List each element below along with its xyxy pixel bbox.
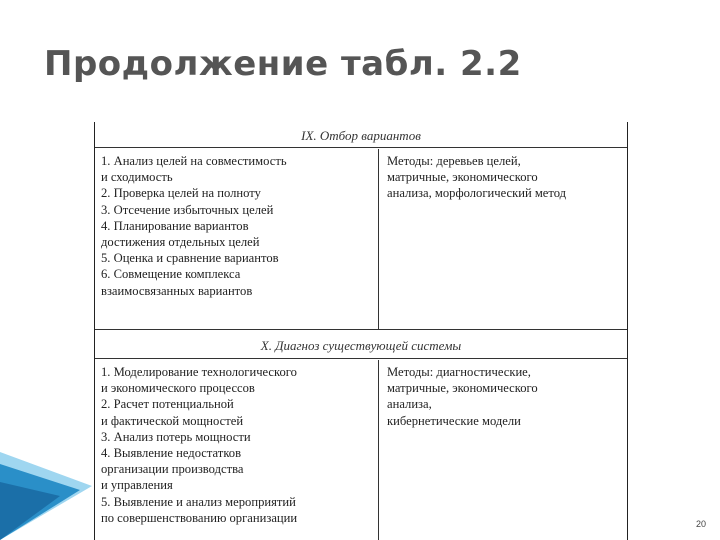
task-line: взаимосвязанных вариантов	[101, 283, 253, 298]
corner-decoration	[0, 452, 100, 540]
method-line: анализа,	[387, 397, 432, 412]
section-ix-tasks	[101, 153, 371, 299]
task-line: по совершенствованию организации	[101, 510, 298, 525]
section-header-ix: IX. Отбор вариантов	[301, 128, 421, 143]
task-line: 4. Выявление недостатков	[101, 446, 242, 461]
section-header-x: X. Диагноз существующей системы	[260, 338, 462, 353]
task-line: 5. Оценка и сравнение вариантов	[101, 251, 279, 266]
task-line: 5. Выявление и анализ мероприятий	[101, 494, 296, 509]
task-line: 2. Расчет потенциальной	[101, 397, 234, 412]
section-x-methods	[387, 364, 627, 429]
method-line: анализа, морфологический метод	[387, 186, 567, 201]
task-line: организации производства	[101, 462, 244, 477]
task-line: 2. Проверка целей на полноту	[101, 186, 261, 201]
task-line: 6. Совмещение комплекса	[101, 267, 241, 282]
task-line: 1. Анализ целей на совместимость	[101, 154, 287, 168]
method-line: Методы: диагностические,	[387, 365, 531, 379]
column-divider	[378, 149, 379, 329]
task-line: и управления	[101, 478, 173, 493]
table-divider	[95, 329, 627, 330]
task-line: и сходимость	[101, 170, 173, 185]
methods-table	[94, 122, 628, 540]
task-line: 4. Планирование вариантов	[101, 218, 249, 233]
page-number: 20	[695, 519, 706, 529]
task-line: 3. Анализ потерь мощности	[101, 429, 251, 444]
method-line: матричные, экономического	[387, 170, 538, 185]
task-line: и фактической мощностей	[101, 413, 244, 428]
task-line: и экономического процессов	[101, 381, 255, 396]
method-line: матричные, экономического	[387, 381, 538, 396]
column-divider	[378, 360, 379, 540]
method-line: кибернетические модели	[387, 413, 521, 428]
table-row	[95, 149, 627, 329]
section-ix-methods	[387, 153, 627, 202]
table-row	[95, 360, 627, 540]
task-line: 1. Моделирование технологического	[101, 365, 297, 379]
task-line: достижения отдельных целей	[101, 235, 260, 250]
task-line: 3. Отсечение избыточных целей	[101, 202, 274, 217]
section-x-tasks	[101, 364, 371, 526]
method-line: Методы: деревьев целей,	[387, 154, 521, 168]
slide-title: Продолжение табл. 2.2	[44, 44, 522, 84]
